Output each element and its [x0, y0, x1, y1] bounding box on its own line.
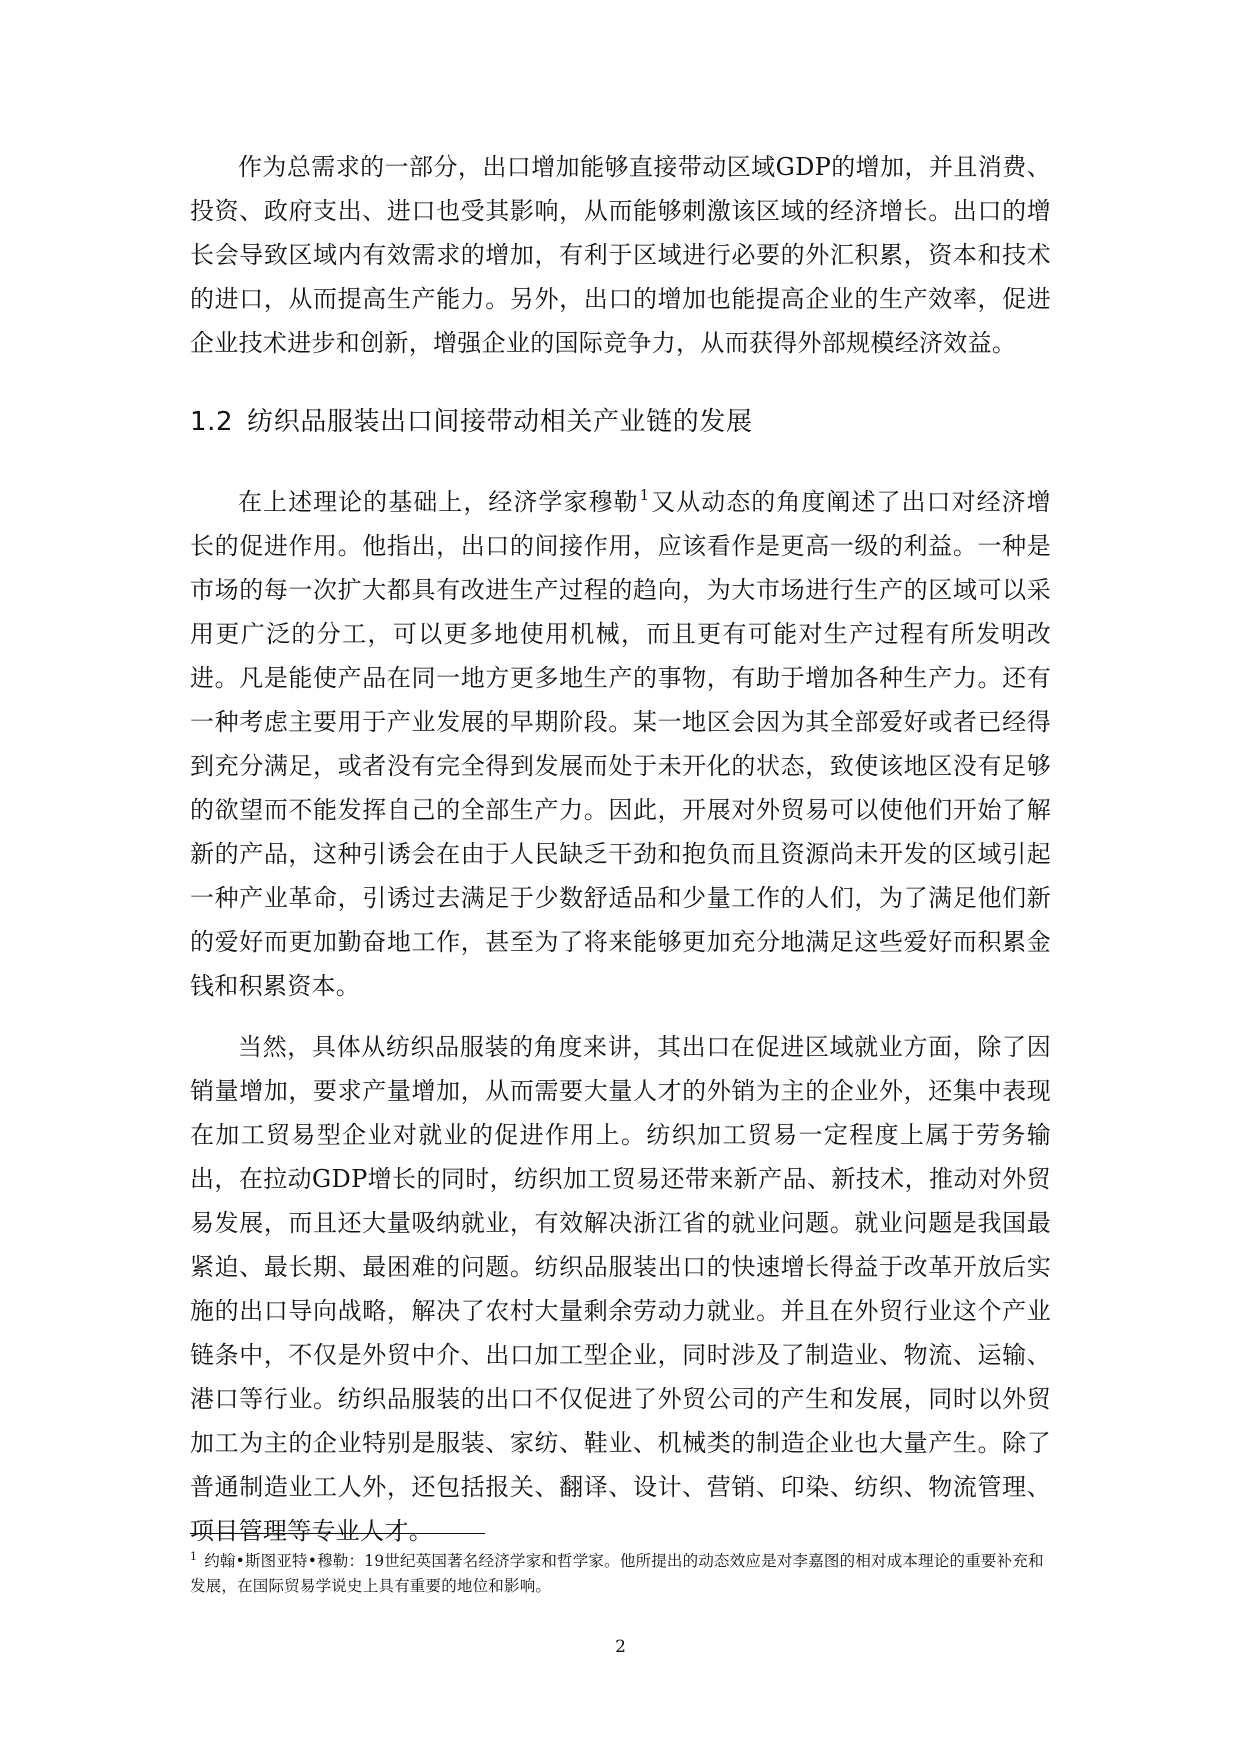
- footnote-text: 约翰•斯图亚特•穆勒：19世纪英国著名经济学家和哲学家。他所提出的动态效应是对李嘉图的相对成本理论的重要补充和发展，在国际贸易学说史上具有重要的地位和影响。: [190, 1552, 1044, 1595]
- paragraph-text: [190, 480, 1051, 1008]
- paragraph-text: 作为总需求的一部分，出口增加能够直接带动区域GDP的增加，并且消费、投资、政府支出、进口也受其影响，从而能够刺激该区域的经济增长。出口的增长会导致区域内有效需求的增加，有利于区域进行必要的外汇积累，资本和技术的进口，从而提高生产能力。另外，出口的增加也能提高企业的生产效率，促进企业技术进步和创新，增强企业的国际竞争力，从而获得外部规模经济效益。: [190, 153, 1051, 357]
- body-paragraph-3: [190, 1025, 1051, 1553]
- section-title: 纺织品服装出口间接带动相关产业链的发展: [247, 407, 753, 437]
- paragraph-text-after-ref: 又从动态的角度阐述了出口对经济增长的促进作用。他指出，出口的间接作用，应该看作是更高一级的利益。一种是市场的每一次扩大都具有改进生产过程的趋向，为大市场进行生产的区域可以采用更广泛的分工，可以更多地使用机械，而且更有可能对生产过程有所发明改进。凡是能使产品在同一地方更多地生产的事物，有助于增加各种生产力。还有一种考虑主要用于产业发展的早期阶段。某一地区会因为其全部爱好或者已经得到充分满足，或者没有完全得到发展而处于未开化的状态，致使该地区没有足够的欲望而不能发挥自己的全部生产力。因此，开展对外贸易可以使他们开始了解新的产品，这种引诱会在由于人民缺乏干劲和抱负而且资源尚未开发的区域引起一种产业革命，引诱过去满足于少数舒适品和少量工作的人们，为了满足他们新的爱好而更加勤奋地工作，甚至为了将来能够更加充分地满足这些爱好而积累金钱和积累资本。: [190, 488, 1051, 1000]
- footnote-reference[interactable]: 1: [639, 486, 650, 504]
- body-paragraph-2: [190, 480, 1051, 1008]
- section-number: 1.2: [190, 407, 234, 437]
- paragraph-text: 当然，具体从纺织品服装的角度来讲，其出口在促进区域就业方面，除了因销量增加，要求产量增加，从而需要大量人才的外销为主的企业外，还集中表现在加工贸易型企业对就业的促进作用上。纺织加工贸易一定程度上属于劳务输出，在拉动GDP增长的同时，纺织加工贸易还带来新产品、新技术，推动对外贸易发展，而且还大量吸纳就业，有效解决浙江省的就业问题。就业问题是我国最紧迫、最长期、最困难的问题。纺织品服装出口的快速增长得益于改革开放后实施的出口导向战略，解决了农村大量剩余劳动力就业。并且在外贸行业这个产业链条中，不仅是外贸中介、出口加工型企业，同时涉及了制造业、物流、运输、港口等行业。纺织品服装的出口不仅促进了外贸公司的产生和发展，同时以外贸加工为主的企业特别是服装、家纺、鞋业、机械类的制造企业也大量产生。除了普通制造业工人外，还包括报关、翻译、设计、营销、印染、纺织、物流管理、项目管理等专业人才。: [190, 1033, 1051, 1545]
- footnote-mark: 1: [190, 1550, 198, 1563]
- section-heading: [190, 402, 1051, 442]
- page-number: 2: [615, 1637, 626, 1657]
- paragraph-text-before-ref: 在上述理论的基础上，经济学家穆勒: [238, 488, 639, 516]
- body-paragraph-1: [190, 145, 1051, 365]
- footnote-divider: [190, 1533, 485, 1534]
- footnote: [190, 1544, 1051, 1599]
